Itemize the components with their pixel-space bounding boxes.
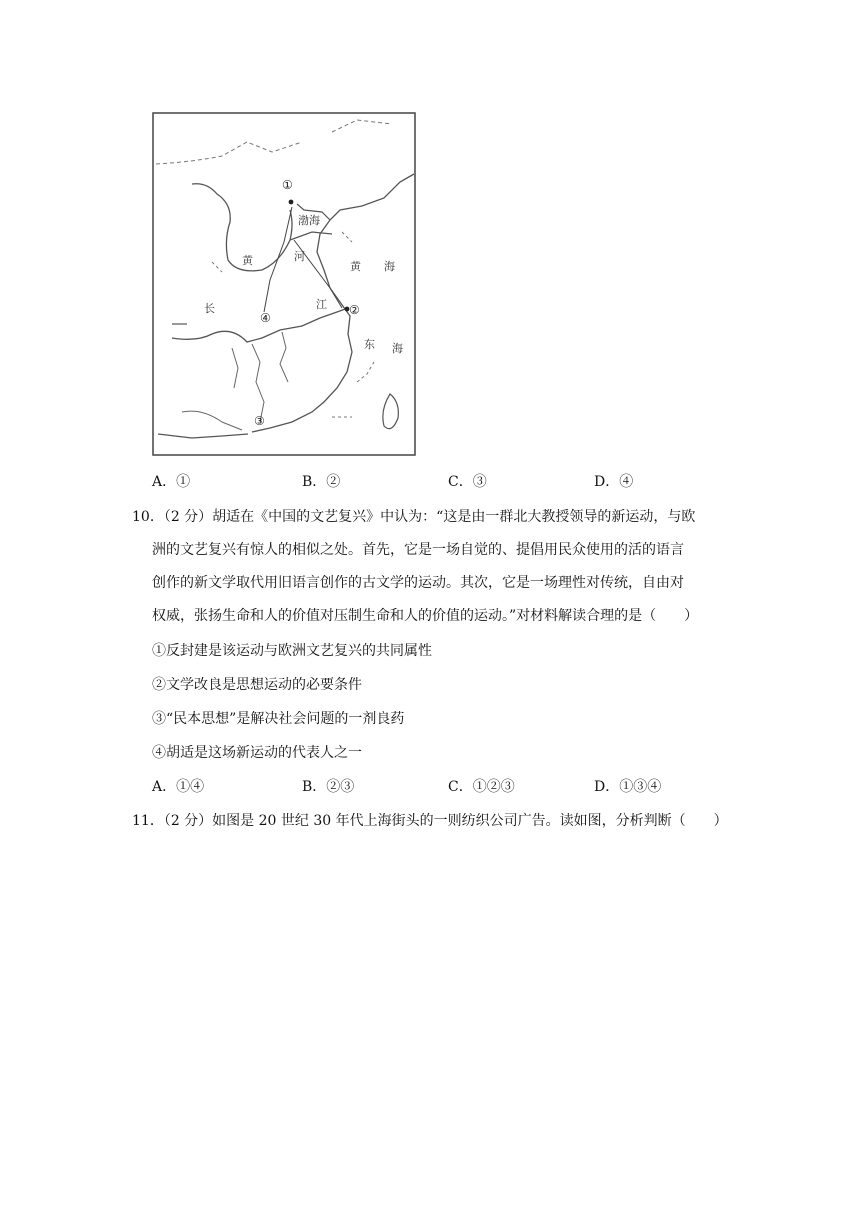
label-jiang: 江	[316, 298, 327, 311]
map-marker-3: ③	[254, 414, 265, 428]
q10-statement-3: ③“民本思想”是解决社会问题的一剂良药	[152, 711, 405, 727]
label-yellow-sea-1: 黄	[350, 260, 361, 273]
china-coast-map	[152, 112, 416, 456]
q10-stem-line-4: 权威，张扬生命和人的价值对压制生命和人的价值的运动。”对材料解读合理的是（ ）	[152, 608, 699, 624]
q9-option-b[interactable]: B．②	[302, 474, 341, 490]
marker-dot-1	[289, 200, 294, 205]
q9-option-c[interactable]: C．③	[448, 474, 487, 490]
label-yellow-sea-2: 海	[384, 260, 395, 273]
q10-option-d[interactable]: D．①③④	[594, 779, 662, 795]
map-marker-4: ④	[260, 311, 271, 325]
q10-statement-4: ④胡适是这场新运动的代表人之一	[152, 745, 362, 761]
q10-option-c[interactable]: C．①②③	[448, 779, 515, 795]
map-marker-2: ②	[349, 303, 360, 317]
label-huang: 黄	[242, 254, 253, 267]
q10-option-a[interactable]: A．①④	[152, 779, 205, 795]
q10-option-b[interactable]: B．②③	[302, 779, 355, 795]
q10-stem-line-3: 创作的新文学取代用旧语言创作的古文学的运动。其次，它是一场理性对传统，自由对	[152, 575, 684, 591]
q9-option-d[interactable]: D．④	[594, 474, 634, 490]
q11-stem-line-1: 11．（2 分）如图是 20 世纪 30 年代上海街头的一则纺织公司广告。读如图，分析判断（ ）	[132, 813, 728, 829]
q10-stem-line-2: 洲的文艺复兴有惊人的相似之处。首先，它是一场自觉的、提倡用民众使用的活的语言	[152, 542, 684, 558]
label-hai: 海	[392, 342, 403, 355]
q10-stem-line-1: 10．（2 分）胡适在《中国的文艺复兴》中认为：“这是由一群北大教授领导的新运动，与欧	[132, 509, 696, 525]
map-marker-1: ①	[282, 178, 293, 192]
map-frame	[153, 113, 415, 455]
q9-option-a[interactable]: A．①	[152, 474, 191, 490]
label-chang: 长	[204, 302, 215, 315]
label-dong: 东	[364, 338, 375, 351]
label-bohai: 渤海	[298, 214, 320, 227]
q10-statement-2: ②文学改良是思想运动的必要条件	[152, 677, 362, 693]
label-he: 河	[294, 250, 305, 263]
q10-statement-1: ①反封建是该运动与欧洲文艺复兴的共同属性	[152, 643, 432, 659]
